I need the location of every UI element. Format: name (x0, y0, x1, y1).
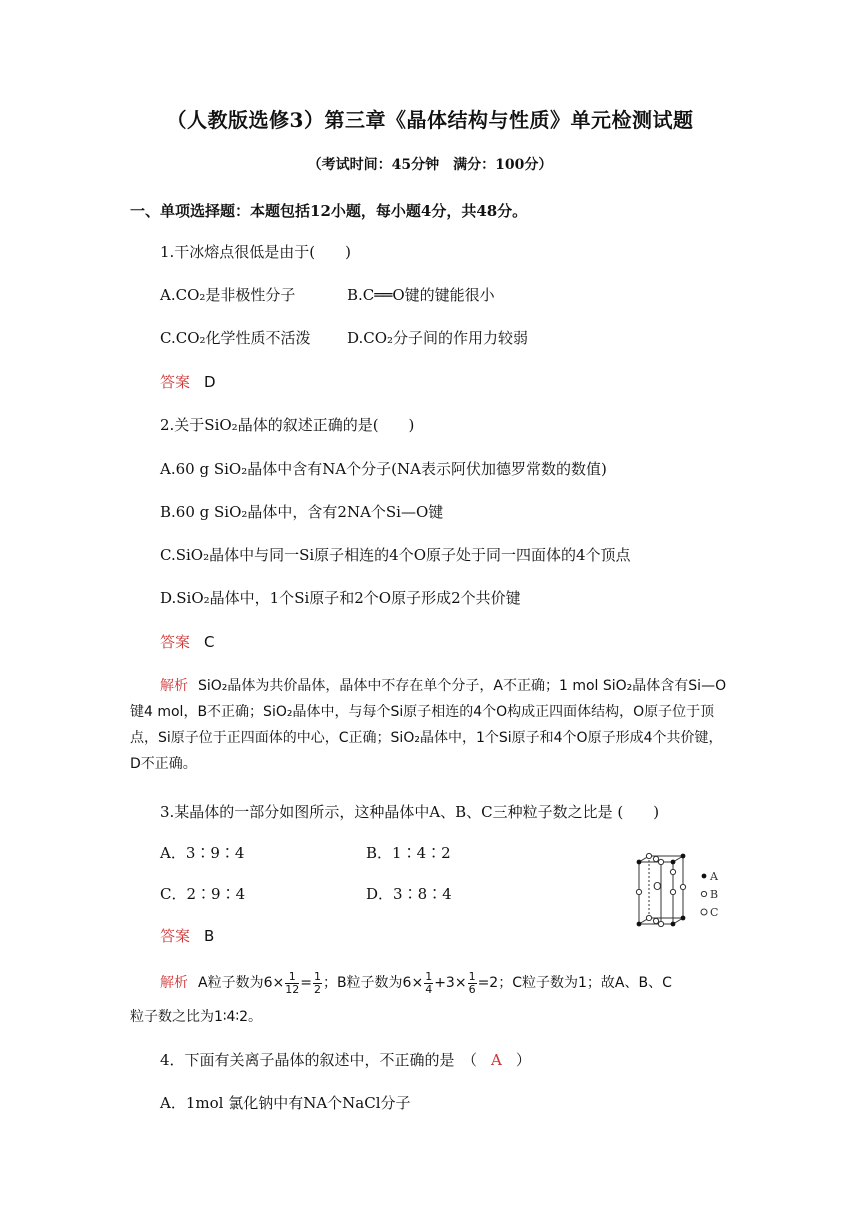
q1-option-b: B.C══O键的键能很小 (347, 286, 495, 304)
q3-exp-part4: =2；C粒子数为1；故A、B、C (477, 975, 672, 991)
q3-exp-part1: A粒子数为6× (198, 975, 285, 991)
q2-explanation (130, 673, 730, 777)
q4-stem: 4．下面有关离子晶体的叙述中，不正确的是 （ A ） (160, 1051, 531, 1069)
exam-info: （考试时间：45分钟 满分：100分） (307, 157, 553, 173)
q3-explanation: 解析 A粒子数为6× $\frac{1}{12}$ = $\frac{1}{2}$ ；B粒子数为6× $\frac{1}{4}$ +3× $\frac{1}{6}$ =2；C粒子数为1；故A、B、C 粒子数之比为1∶4∶2。 (130, 969, 672, 1025)
crystal-structure-figure (625, 852, 735, 936)
q1-answer (160, 372, 216, 392)
q3-exp-part3: +3× (434, 975, 467, 991)
q3-option-a: A．3∶9∶4 (160, 844, 245, 862)
section-heading: 一、单项选择题：本题包括12小题，每小题4分，共48分。 (130, 202, 528, 220)
answer-label: 答案 (160, 927, 191, 945)
fraction-1-2: $\frac{1}{2}$ (313, 969, 321, 996)
fraction-1-12: $\frac{1}{12}$ (285, 969, 300, 996)
q1-option-c: C.CO₂化学性质不活泼 (160, 329, 311, 347)
q4-answer-value: A (491, 1051, 502, 1069)
q2-option-a: A.60 g SiO₂晶体中含有NA个分子(NA表示阿伏加德罗常数的数值) (160, 460, 607, 478)
page-title: （人教版选修3）第三章《晶体结构与性质》单元检测试题 (166, 108, 694, 132)
q3-option-d: D．3∶8∶4 (366, 885, 452, 903)
answer-label: 答案 (160, 633, 191, 651)
legend-c: C (710, 906, 719, 919)
svg-text:O: O (653, 880, 662, 893)
answer-value: D (204, 373, 216, 391)
answer-value: B (204, 927, 215, 945)
q3-option-c: C．2∶9∶4 (160, 885, 246, 903)
legend-b: B (710, 888, 719, 901)
fraction-1-6: $\frac{1}{6}$ (468, 969, 476, 996)
q2-explanation-text: SiO₂晶体为共价晶体，晶体中不存在单个分子，A不正确；1 mol SiO₂晶体含有Si—O键4 mol，B不正确；SiO₂晶体中，与每个Si原子相连的4个O构成正四面体结构，O原子位于顶点，Si原子位于正四面体的中心，C正确；SiO₂晶体中，1个Si原子和4个O原子形成4个共价键，D不正确。 (130, 678, 727, 772)
q3-stem: 3.某晶体的一部分如图所示，这种晶体中A、B、C三种粒子数之比是 ( ) (160, 803, 660, 821)
legend-a: A (710, 870, 718, 883)
q3-option-b: B．1∶4∶2 (366, 844, 451, 862)
q1-option-a: A.CO₂是非极性分子 (160, 286, 296, 304)
q4-option-a: A．1mol 氯化钠中有NA个NaCl分子 (160, 1094, 411, 1112)
answer-label: 答案 (160, 373, 191, 391)
q1-stem: 1.干冰熔点很低是由于( ) (160, 243, 352, 261)
q3-answer (160, 926, 214, 946)
explain-label: 解析 (160, 678, 188, 694)
q3-exp-part2: ；B粒子数为6× (322, 975, 424, 991)
q2-answer (160, 632, 215, 652)
q1-option-d: D.CO₂分子间的作用力较弱 (347, 329, 529, 347)
answer-value: C (204, 633, 215, 651)
q2-option-c: C.SiO₂晶体中与同一Si原子相连的4个O原子处于同一四面体的4个顶点 (160, 546, 631, 564)
q2-option-d: D.SiO₂晶体中，1个Si原子和2个O原子形成2个共价键 (160, 589, 521, 607)
fraction-1-4: $\frac{1}{4}$ (425, 969, 433, 996)
q3-exp-tail: 粒子数之比为1∶4∶2。 (130, 1009, 263, 1025)
q2-option-b: B.60 g SiO₂晶体中，含有2NA个Si—O键 (160, 503, 444, 521)
q2-stem: 2.关于SiO₂晶体的叙述正确的是( ) (160, 416, 415, 434)
explain-label: 解析 (160, 975, 188, 991)
